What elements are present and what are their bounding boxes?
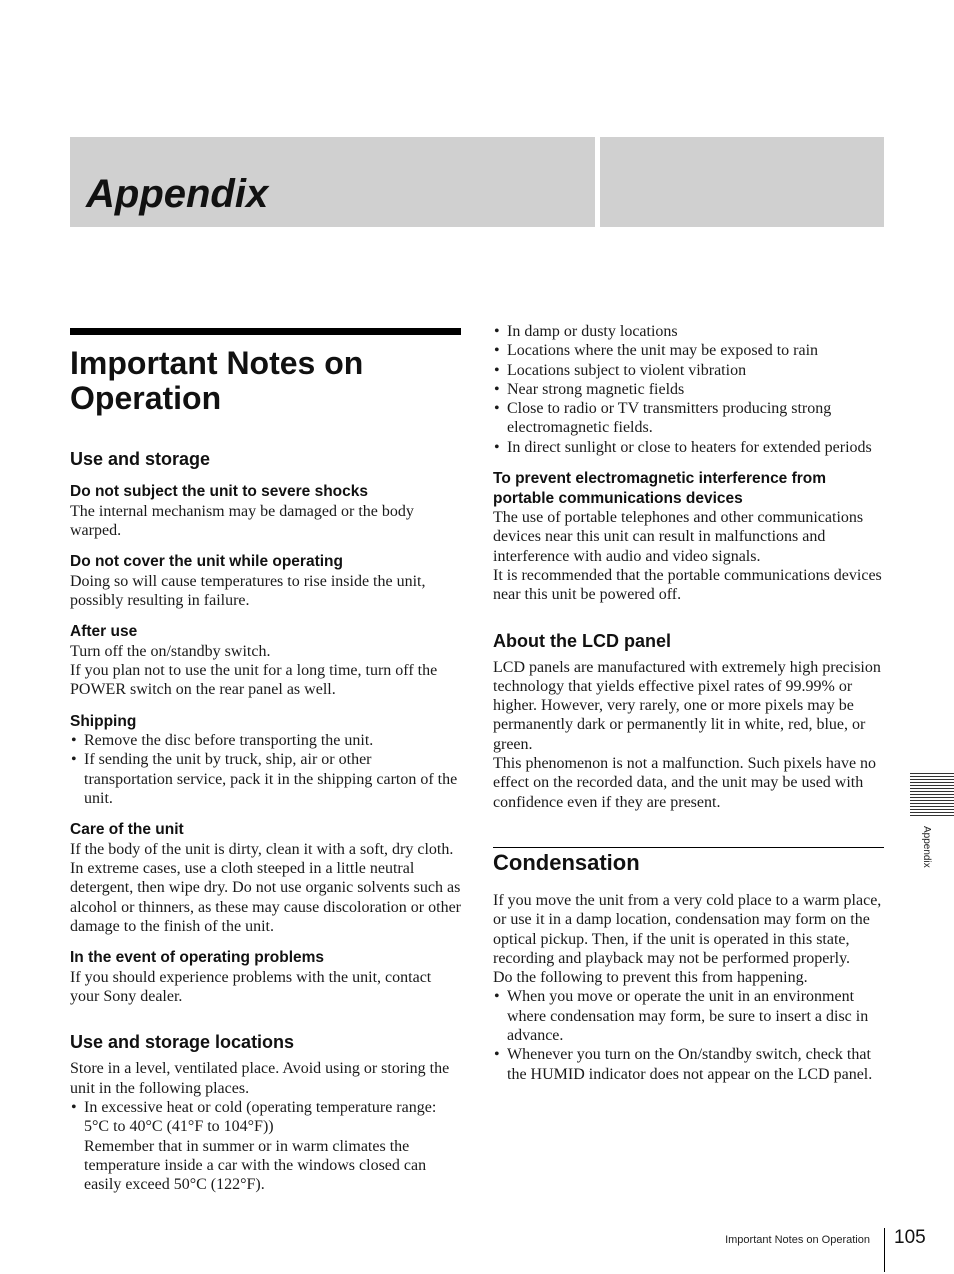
lcd-heading: About the LCD panel	[493, 630, 671, 651]
lcd-text-1: LCD panels are manufactured with extremely high precision technology that yields effective pixel rates of 99.99% or higher. However, very rarely, one or more pixels may be permanently dark or permanently lit in white, red, blue, or green.	[493, 658, 881, 753]
right-column	[493, 322, 887, 1084]
emi-text-1: The use of portable telephones and other communications devices near this unit can result in malfunctions and interference with audio and video signals.	[493, 509, 864, 565]
locations-list-start	[70, 1098, 462, 1194]
list-item-note: Remember that in summer or in warm climates the temperature inside a car with the windows closed can easily exceed 50°C (122°F).	[84, 1137, 427, 1194]
locations-intro: Store in a level, ventilated place. Avoid using or storing the unit in the following places.	[70, 1060, 450, 1097]
list-item: • If sending the unit by truck, ship, air or other transportation service, pack it in the shipping carton of the unit.	[70, 750, 462, 808]
condensation-text-2: Do the following to prevent this from happening.	[493, 969, 808, 987]
list-item: • Close to radio or TV transmitters producing strong electromagnetic fields.	[493, 399, 887, 438]
lcd-text-2: This phenomenon is not a malfunction. Such pixels have no effect on the recorded data, and the unit may be used with confidence even if they are present.	[493, 755, 877, 811]
side-thumb-tab	[910, 773, 954, 817]
section-rule	[70, 328, 461, 335]
use-storage-heading: Use and storage	[70, 449, 211, 469]
list-item: • Locations subject to violent vibration	[493, 361, 887, 380]
page-number: 105	[894, 1227, 926, 1248]
list-item: • In damp or dusty locations	[493, 322, 887, 341]
section-title: Important Notes on Operation	[70, 345, 364, 416]
chapter-banner-side	[600, 137, 884, 227]
after-use-heading: After use	[70, 623, 138, 641]
list-item-text: In excessive heat or cold (operating temperature range: 5°C to 40°C (41°F to 104°F))	[84, 1098, 437, 1136]
side-tab-label: Appendix	[921, 826, 932, 868]
list-item	[70, 1098, 462, 1194]
emi-text-2: It is recommended that the portable communications devices near this unit be powered off.	[493, 566, 882, 604]
condensation-title: Condensation	[493, 849, 640, 875]
problems-text: If you should experience problems with the unit, contact your Sony dealer.	[70, 968, 432, 1006]
care-heading: Care of the unit	[70, 821, 184, 839]
list-item: • Remove the disc before transporting the unit.	[70, 731, 462, 750]
cover-text: Doing so will cause temperatures to rise inside the unit, possibly resulting in failure.	[70, 572, 426, 609]
condensation-text-1: If you move the unit from a very cold place to a warm place, or use it in a damp location, condensation may form on the optical pickup. Then, if the unit is operated in this state, recording and playback may not be performed properly.	[493, 891, 882, 967]
condensation-list	[493, 987, 887, 1083]
shocks-text: The internal mechanism may be damaged or the body warped.	[70, 502, 414, 539]
after-use-text-2: If you plan not to use the unit for a long time, turn off the POWER switch on the rear panel as well.	[70, 661, 438, 699]
problems-heading: In the event of operating problems	[70, 949, 325, 967]
footer-section-name: Important Notes on Operation	[725, 1234, 870, 1246]
locations-list	[493, 322, 887, 457]
cover-heading: Do not cover the unit while operating	[70, 553, 343, 571]
list-item: • In direct sunlight or close to heaters for extended periods	[493, 438, 887, 457]
list-item: • Whenever you turn on the On/standby switch, check that the HUMID indicator does not appear on the LCD panel.	[493, 1045, 887, 1084]
condensation-rule	[493, 847, 884, 848]
list-item: • When you move or operate the unit in an environment where condensation may form, be sure to insert a disc in advance.	[493, 987, 887, 1045]
after-use-text-1: Turn off the on/standby switch.	[70, 642, 271, 660]
chapter-title: Appendix	[86, 172, 269, 216]
shocks-heading: Do not subject the unit to severe shocks	[70, 483, 369, 500]
emi-heading: To prevent electromagnetic interference from portable communications devices	[493, 470, 827, 507]
footer-divider	[884, 1228, 885, 1272]
shipping-heading: Shipping	[70, 712, 137, 730]
care-text: If the body of the unit is dirty, clean it with a soft, dry cloth. In extreme cases, use a cloth steeped in a little neutral detergent, then wipe dry. Do not use organic solvents such as alcohol or thinners, as these may cause discoloration or other damage to the finish of the unit.	[70, 840, 461, 935]
locations-heading: Use and storage locations	[70, 1032, 295, 1053]
list-item: • Locations where the unit may be exposed to rain	[493, 341, 887, 360]
left-column	[70, 328, 462, 1194]
list-item: • Near strong magnetic fields	[493, 380, 887, 399]
shipping-list	[70, 731, 462, 808]
